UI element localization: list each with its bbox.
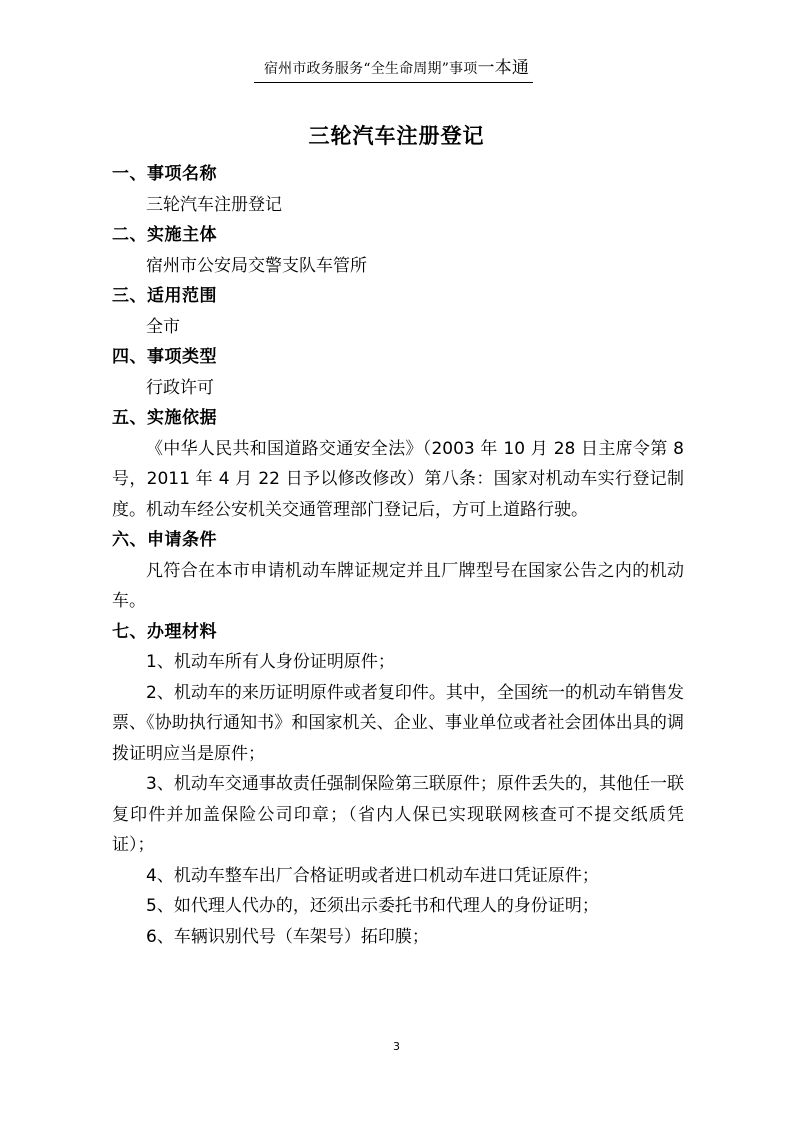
materials-list-item: 4、机动车整车出厂合格证明或者进口机动车进口凭证原件；	[146, 865, 599, 886]
document-body	[112, 159, 684, 952]
running-header-text: 宿州市政务服务“全生命周期”事项	[263, 61, 478, 77]
section-paragraph: 行政许可	[146, 377, 214, 398]
section-paragraph: 宿州市公安局交警支队车管所	[146, 255, 367, 276]
section-heading-scope: 三、适用范围	[112, 286, 217, 306]
section-heading-item-type: 四、事项类型	[112, 347, 217, 367]
section-heading-item-name: 一、事项名称	[112, 164, 217, 184]
running-header	[0, 58, 793, 79]
section-heading-legal-basis: 五、实施依据	[112, 408, 217, 428]
section-paragraph: 全市	[146, 316, 180, 337]
section-paragraph: 凡符合在本市申请机动车牌证规定并且厂牌型号在国家公告之内的机动车。	[112, 560, 684, 611]
header-underline	[254, 82, 533, 83]
materials-list-item: 3、机动车交通事故责任强制保险第三联原件；原件丢失的，其他任一联复印件并加盖保险公司印章；（省内人保已实现联网核查可不提交纸质凭证）；	[112, 774, 684, 855]
materials-list-item: 2、机动车的来历证明原件或者复印件。其中，全国统一的机动车销售发票、《协助执行通知书》和国家机关、企业、事业单位或者社会团体出具的调拨证明应当是原件；	[112, 682, 684, 764]
section-heading-conditions: 六、申请条件	[112, 530, 217, 550]
document-title: 三轮汽车注册登记	[308, 124, 485, 148]
section-heading-implementing-body: 二、实施主体	[112, 225, 217, 245]
materials-list-item: 6、车辆识别代号（车架号）拓印膜；	[146, 926, 429, 947]
section-paragraph: 三轮汽车注册登记	[146, 194, 282, 215]
running-header-suffix: 一本通	[477, 58, 530, 78]
materials-list-item: 1、机动车所有人身份证明原件；	[146, 652, 395, 672]
section-heading-materials: 七、办理材料	[112, 621, 217, 642]
section-paragraph: 《中华人民共和国道路交通安全法》（2003 年 10 月 28 日主席令第 8 号，2011 年 4 月 22 日予以修改修改）第八条：国家对机动车实行登记制度。机动车经公安机关交通管理部门登记后，方可上道路行驶。	[112, 438, 684, 520]
page-number: 3	[393, 1040, 400, 1053]
materials-list-item: 5、如代理人代办的，还须出示委托书和代理人的身份证明；	[146, 896, 599, 916]
